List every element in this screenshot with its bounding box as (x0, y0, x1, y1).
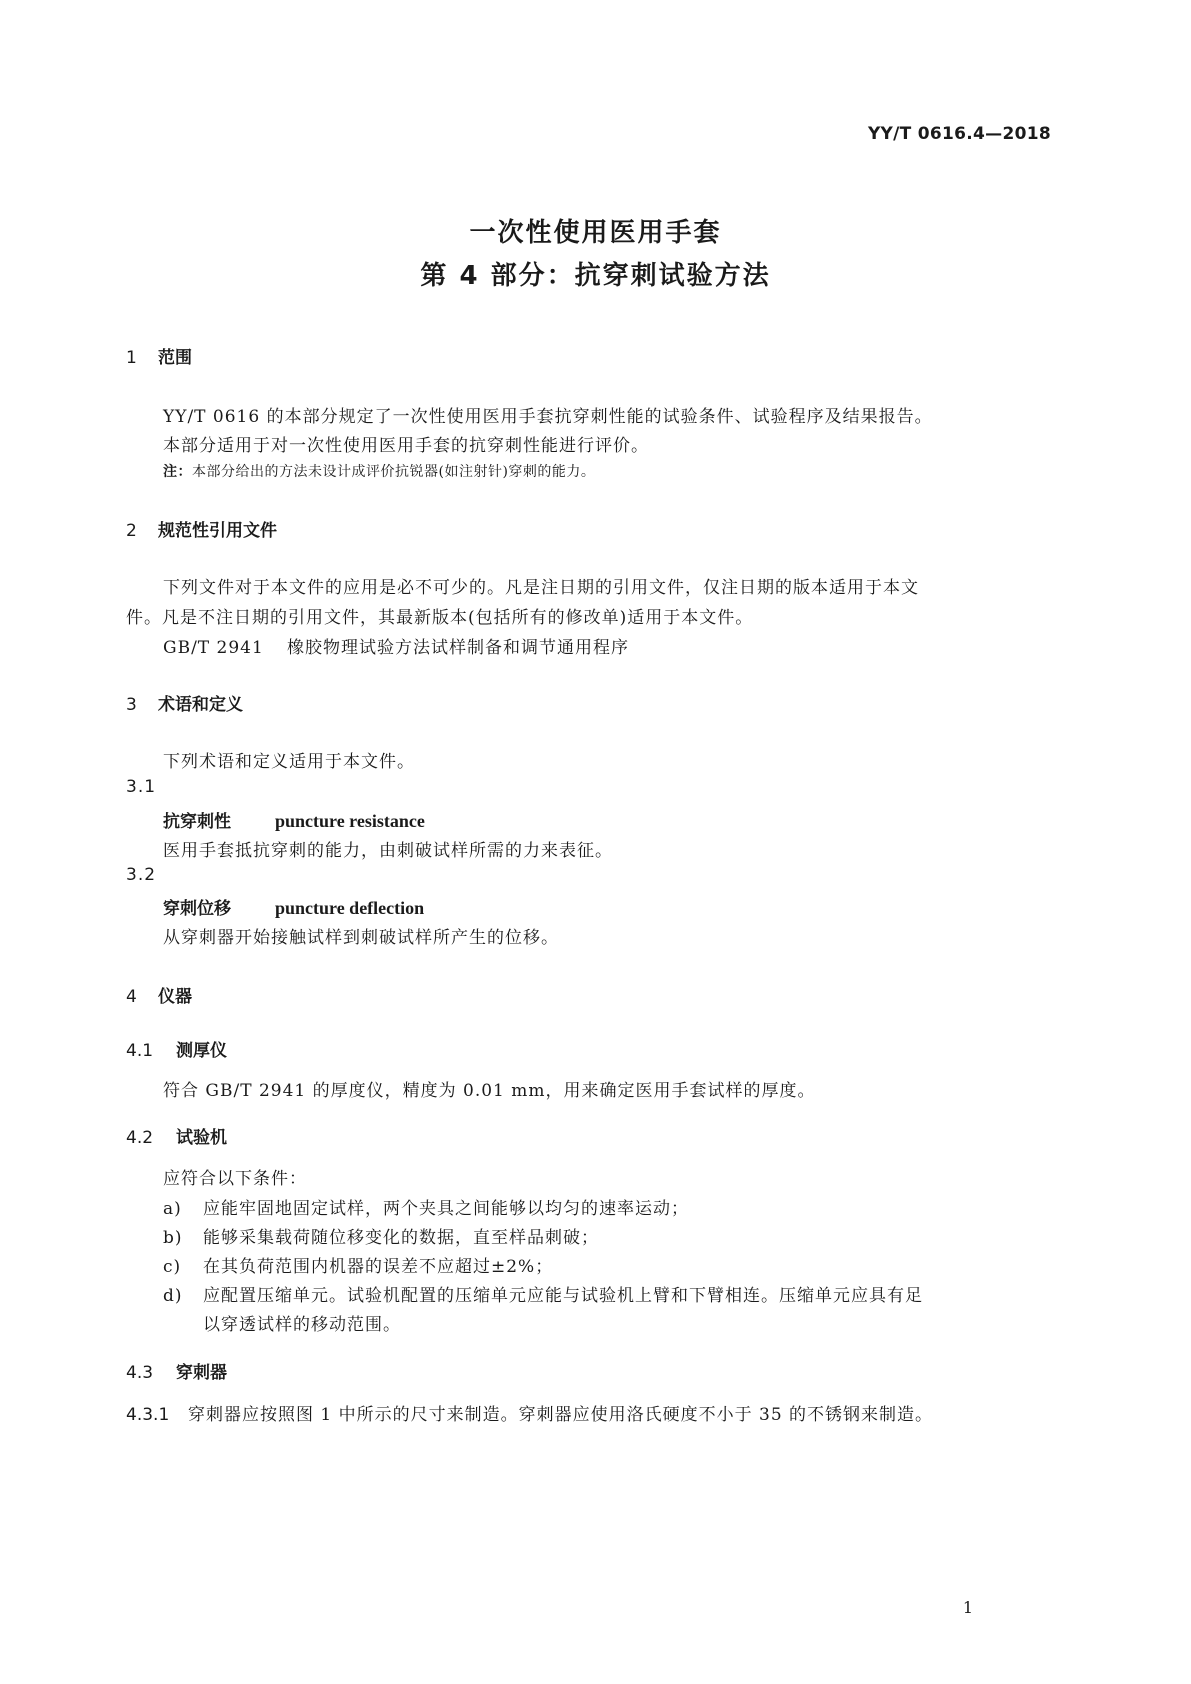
section-1-paragraph-2: 本部分适用于对一次性使用医用手套的抗穿刺性能进行评价。 (163, 436, 649, 456)
section-3-intro: 下列术语和定义适用于本文件。 (163, 752, 415, 772)
list-text: 应能牢固地固定试样，两个夹具之间能够以均匀的速率运动； (203, 1199, 689, 1219)
subsection-4-1-text: 符合 GB/T 2941 的厚度仪，精度为 0.01 mm，用来确定医用手套试样的厚度。 (163, 1081, 816, 1101)
subsection-title: 测厚仪 (176, 1041, 227, 1061)
term-entry (163, 807, 425, 832)
section-number: 4 (126, 987, 137, 1007)
list-item (163, 1281, 923, 1306)
subsection-number: 4.3 (126, 1363, 154, 1383)
list-item (163, 1223, 599, 1248)
term-definition: 医用手套抵抗穿刺的能力，由刺破试样所需的力来表征。 (163, 841, 613, 861)
reference-code: GB/T 2941 (163, 638, 264, 658)
note-label: 注： (163, 464, 192, 480)
term-definition: 从穿刺器开始接触试样到刺破试样所产生的位移。 (163, 928, 559, 948)
term-chinese: 抗穿刺性 (163, 812, 231, 832)
section-2-paragraph-line-2: 件。凡是不注日期的引用文件，其最新版本(包括所有的修改单)适用于本文件。 (126, 608, 754, 628)
list-label: d) (163, 1286, 183, 1306)
section-2-paragraph-line-1: 下列文件对于本文件的应用是必不可少的。凡是注日期的引用文件，仅注日期的版本适用于本文 (163, 578, 919, 598)
reference-title: 橡胶物理试验方法试样制备和调节通用程序 (287, 638, 629, 658)
section-number: 1 (126, 348, 137, 368)
section-title: 仪器 (158, 987, 192, 1007)
section-1-paragraph-1: YY/T 0616 的本部分规定了一次性使用医用手套抗穿刺性能的试验条件、试验程序及结果报告。 (163, 407, 933, 427)
section-3-heading (126, 690, 243, 715)
document-title: 一次性使用医用手套 (469, 218, 722, 248)
list-text: 在其负荷范围内机器的误差不应超过±2%； (203, 1257, 554, 1277)
note-text: 本部分给出的方法未设计成评价抗锐器(如注射针)穿刺的能力。 (192, 464, 596, 480)
subsection-4-1-heading (126, 1036, 227, 1061)
section-number: 3 (126, 695, 137, 715)
page-number: 1 (962, 1598, 973, 1617)
clause-text: 穿刺器应按照图 1 中所示的尺寸来制造。穿刺器应使用洛氏硬度不小于 35 的不锈钢来制造。 (188, 1405, 934, 1425)
term-english: puncture deflection (275, 898, 425, 918)
section-title: 术语和定义 (158, 695, 243, 715)
term-entry (163, 894, 424, 919)
normative-reference (163, 633, 629, 658)
term-number: 3.2 (126, 865, 157, 885)
term-english: puncture resistance (275, 811, 425, 831)
subsection-number: 4.1 (126, 1041, 154, 1061)
subsection-4-2-heading (126, 1123, 227, 1148)
standard-code: YY/T 0616.4—2018 (867, 124, 1051, 144)
subsection-4-3-heading (126, 1358, 227, 1383)
list-item (163, 1194, 689, 1219)
list-item-continuation: 以穿透试样的移动范围。 (203, 1315, 401, 1335)
section-4-heading (126, 982, 192, 1007)
clause-number: 4.3.1 (126, 1405, 170, 1425)
subsection-title: 穿刺器 (176, 1363, 227, 1383)
subsection-title: 试验机 (176, 1128, 227, 1148)
term-number: 3.1 (126, 777, 157, 797)
section-number: 2 (126, 521, 137, 541)
document-subtitle: 第 4 部分：抗穿刺试验方法 (420, 261, 771, 291)
section-1-heading (126, 343, 192, 368)
list-text: 能够采集载荷随位移变化的数据，直至样品刺破； (203, 1228, 599, 1248)
list-label: c) (163, 1257, 182, 1277)
section-2-heading (126, 516, 277, 541)
list-item (163, 1252, 553, 1277)
term-chinese: 穿刺位移 (163, 899, 231, 919)
subsection-number: 4.2 (126, 1128, 154, 1148)
list-text: 应配置压缩单元。试验机配置的压缩单元应能与试验机上臂和下臂相连。压缩单元应具有足 (203, 1286, 923, 1306)
section-title: 范围 (158, 348, 192, 368)
list-label: b) (163, 1228, 183, 1248)
clause-4-3-1 (126, 1400, 933, 1425)
subsection-4-2-intro: 应符合以下条件： (163, 1169, 307, 1189)
section-title: 规范性引用文件 (158, 521, 277, 541)
list-label: a) (163, 1199, 182, 1219)
section-1-note (163, 461, 595, 481)
